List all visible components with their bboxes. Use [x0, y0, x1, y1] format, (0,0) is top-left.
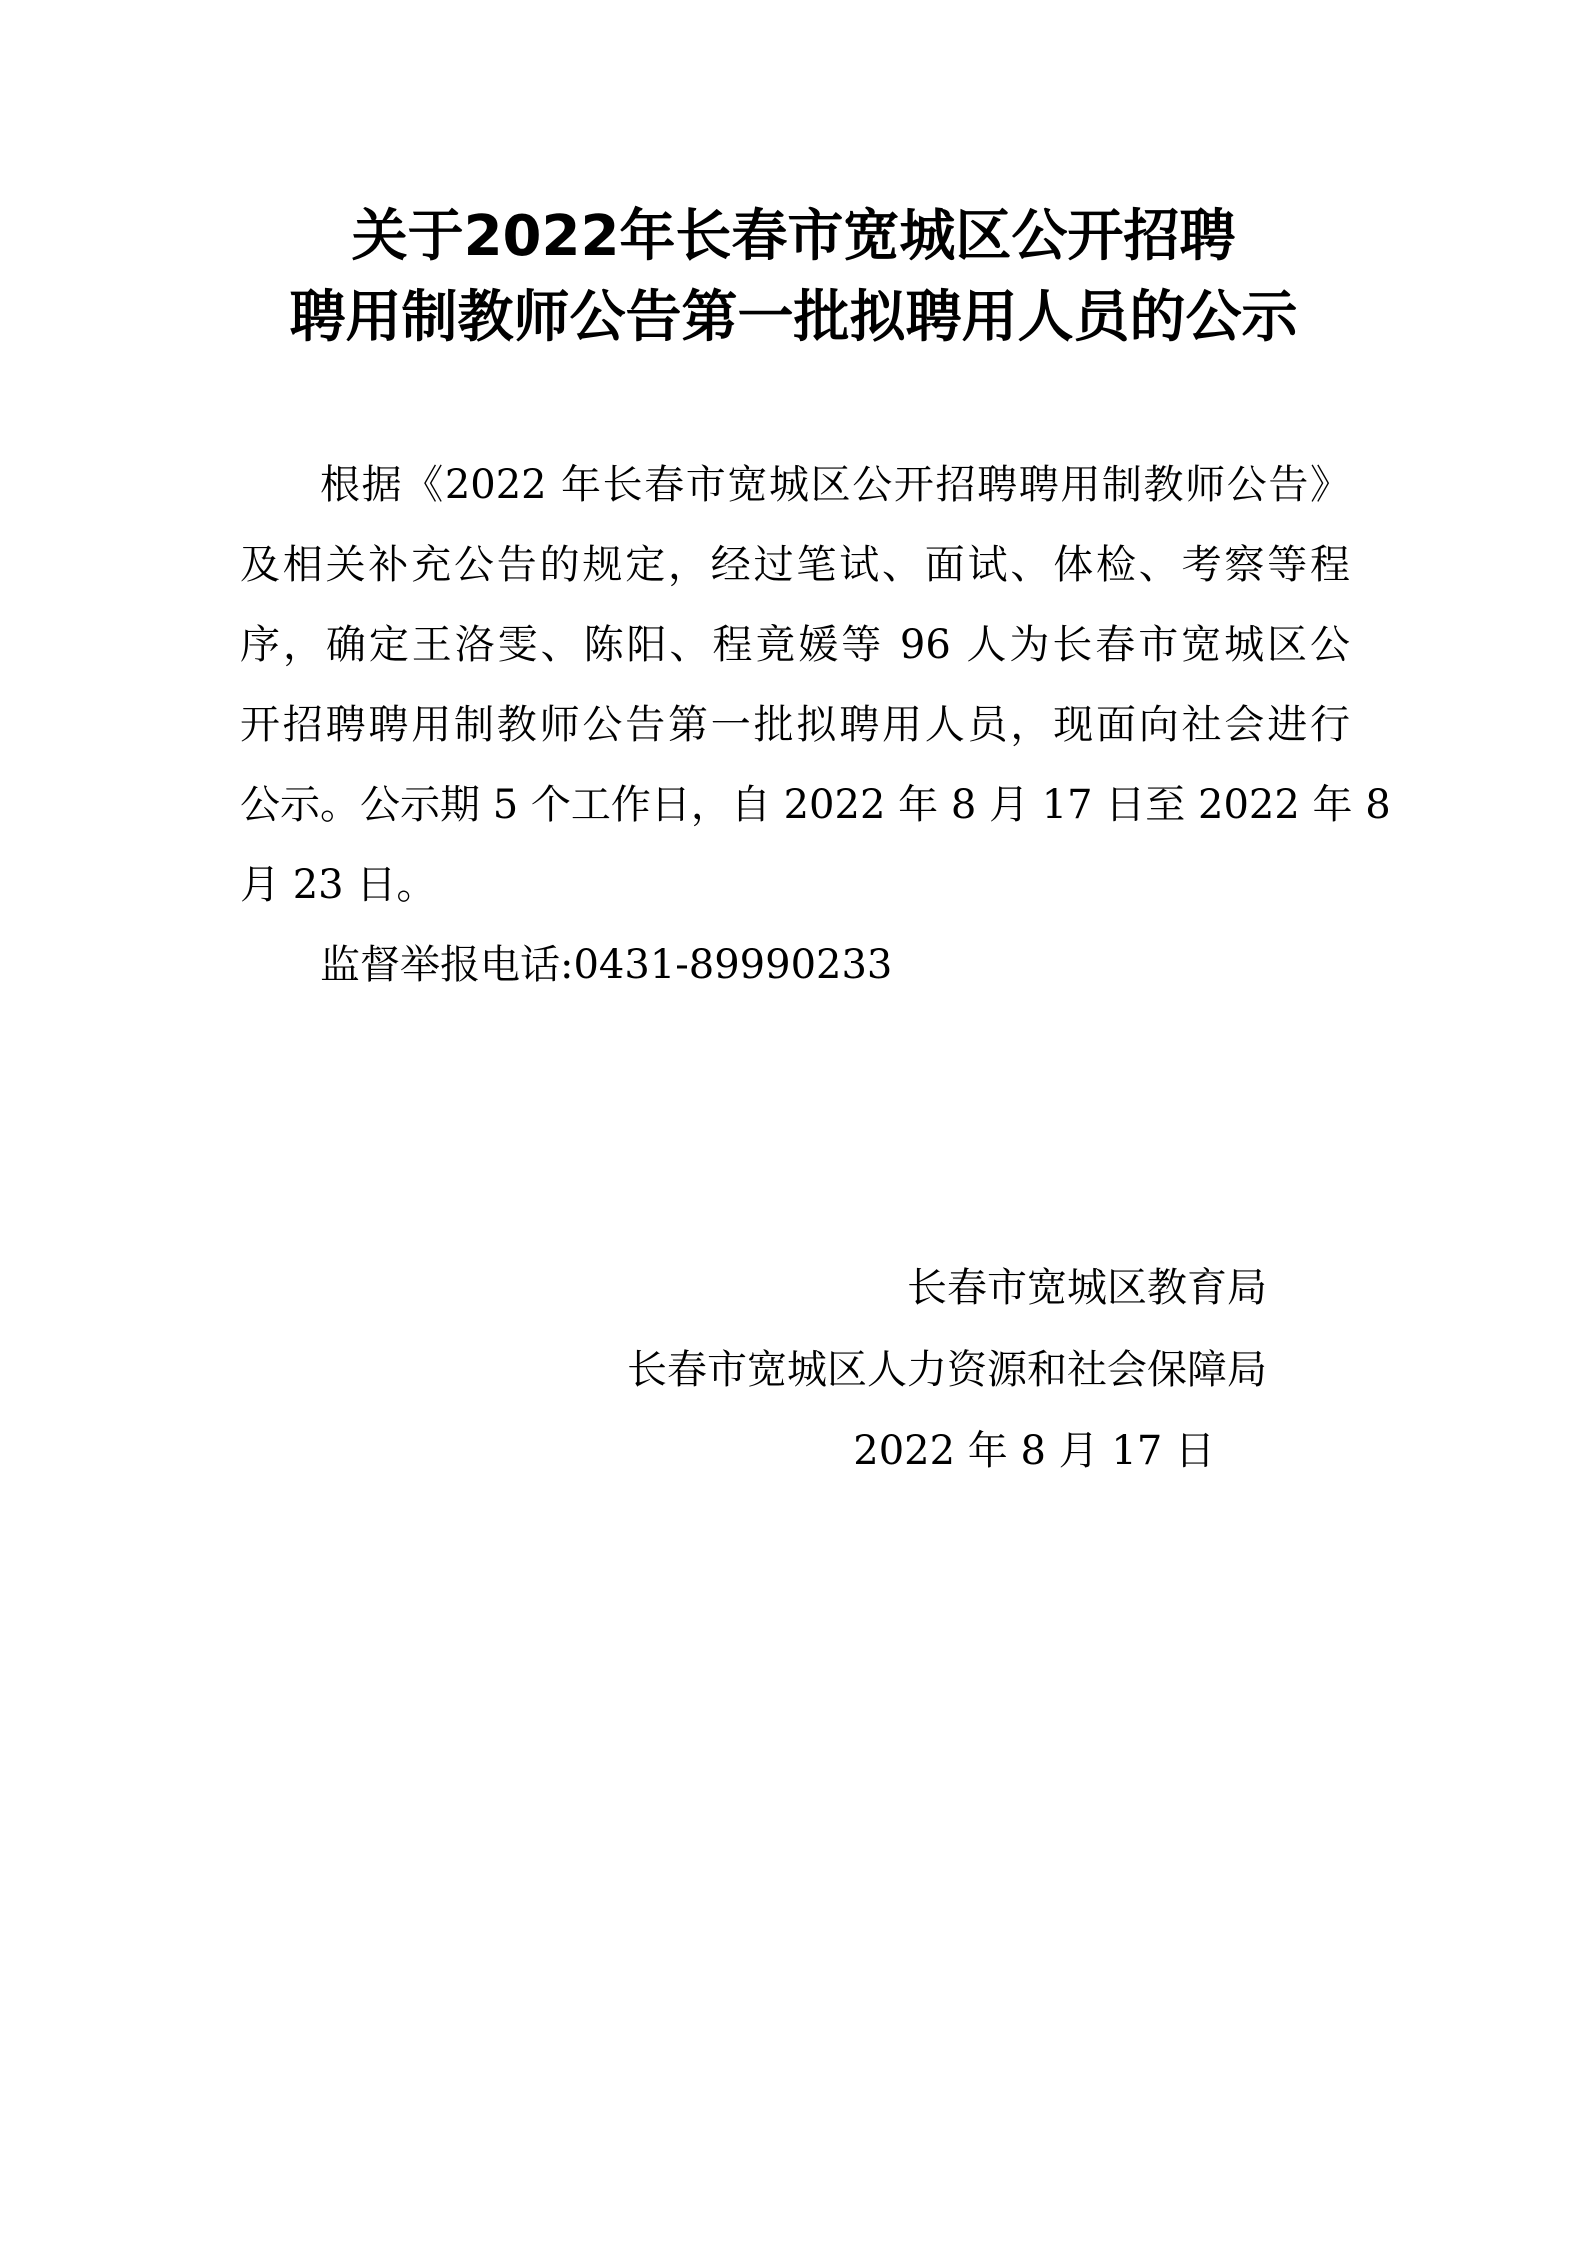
- body-paragraph-line-3: 序，确定王洛雯、陈阳、程竟媛等 96 人为长春市宽城区公: [240, 622, 1350, 668]
- hotline-text: 监督举报电话:0431-89990233: [320, 942, 893, 988]
- document-title-line-1: 关于2022年长春市宽城区公开招聘: [351, 204, 1236, 269]
- body-paragraph-line-2: 及相关补充公告的规定，经过笔试、面试、体检、考察等程: [240, 542, 1350, 588]
- document-title-line-2: 聘用制教师公告第一批拟聘用人员的公示: [289, 285, 1298, 350]
- signature-date: 2022 年 8 月 17 日: [853, 1428, 1215, 1474]
- body-paragraph-line-1: 根据《2022 年长春市宽城区公开招聘聘用制教师公告》: [320, 462, 1350, 508]
- signature-org-hr-bureau: 长春市宽城区人力资源和社会保障局: [627, 1347, 1267, 1393]
- signature-org-education-bureau: 长春市宽城区教育局: [907, 1265, 1267, 1311]
- body-paragraph-line-4: 开招聘聘用制教师公告第一批拟聘用人员，现面向社会进行: [240, 702, 1350, 748]
- body-paragraph-line-6: 月 23 日。: [240, 862, 437, 908]
- body-paragraph-line-5: 公示。公示期 5 个工作日，自 2022 年 8 月 17 日至 2022 年 8: [240, 782, 1391, 828]
